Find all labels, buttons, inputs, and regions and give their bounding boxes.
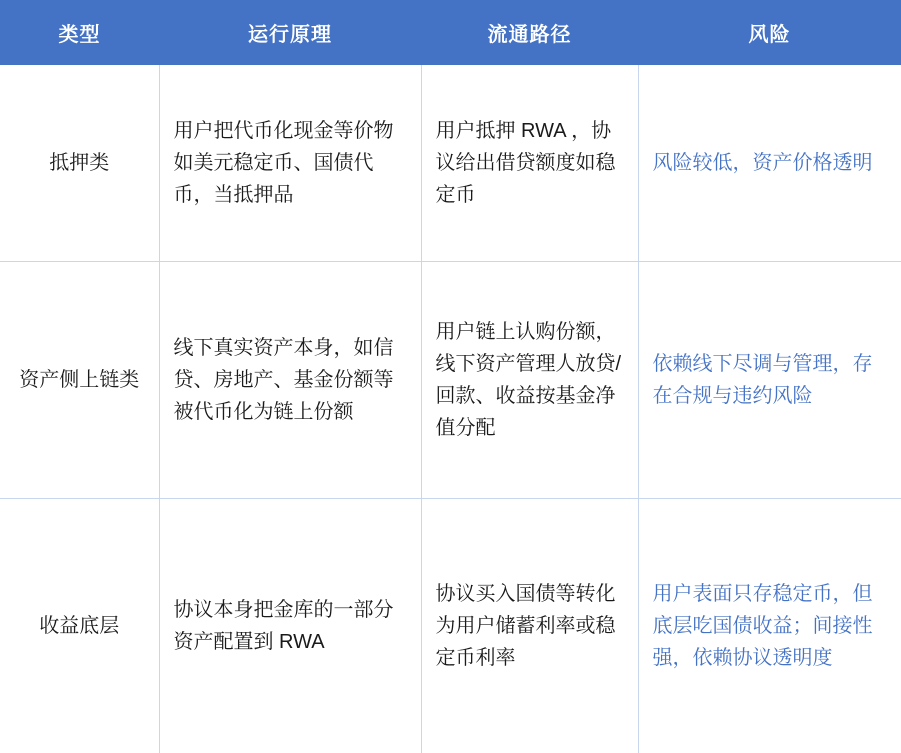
- column-header-path: 流通路径: [421, 0, 638, 65]
- cell-risk: 风险较低，资产价格透明: [638, 65, 901, 262]
- table-row: [0, 499, 901, 753]
- cell-principle: 线下真实资产本身，如信贷、房地产、基金份额等被代币化为链上份额: [159, 262, 421, 499]
- table-row: [0, 262, 901, 499]
- column-header-principle: 运行原理: [159, 0, 421, 65]
- cell-path: 协议买入国债等转化为用户储蓄利率或稳定币利率: [421, 499, 638, 753]
- cell-principle: 用户把代币化现金等价物如美元稳定币、国债代币，当抵押品: [159, 65, 421, 262]
- cell-path: 用户链上认购份额，线下资产管理人放贷/回款、收益按基金净值分配: [421, 262, 638, 499]
- cell-type: 收益底层: [0, 499, 159, 753]
- table-body: [0, 65, 901, 753]
- column-header-risk: 风险: [638, 0, 901, 65]
- cell-risk: 依赖线下尽调与管理，存在合规与违约风险: [638, 262, 901, 499]
- table-header-row: [0, 0, 901, 65]
- column-header-type: 类型: [0, 0, 159, 65]
- cell-path: 用户抵押 RWA ，协议给出借贷额度如稳定币: [421, 65, 638, 262]
- cell-type: 抵押类: [0, 65, 159, 262]
- cell-principle: 协议本身把金库的一部分资产配置到 RWA: [159, 499, 421, 753]
- cell-risk: 用户表面只存稳定币，但底层吃国债收益；间接性强，依赖协议透明度: [638, 499, 901, 753]
- table-row: [0, 65, 901, 262]
- cell-type: 资产侧上链类: [0, 262, 159, 499]
- table-header: [0, 0, 901, 65]
